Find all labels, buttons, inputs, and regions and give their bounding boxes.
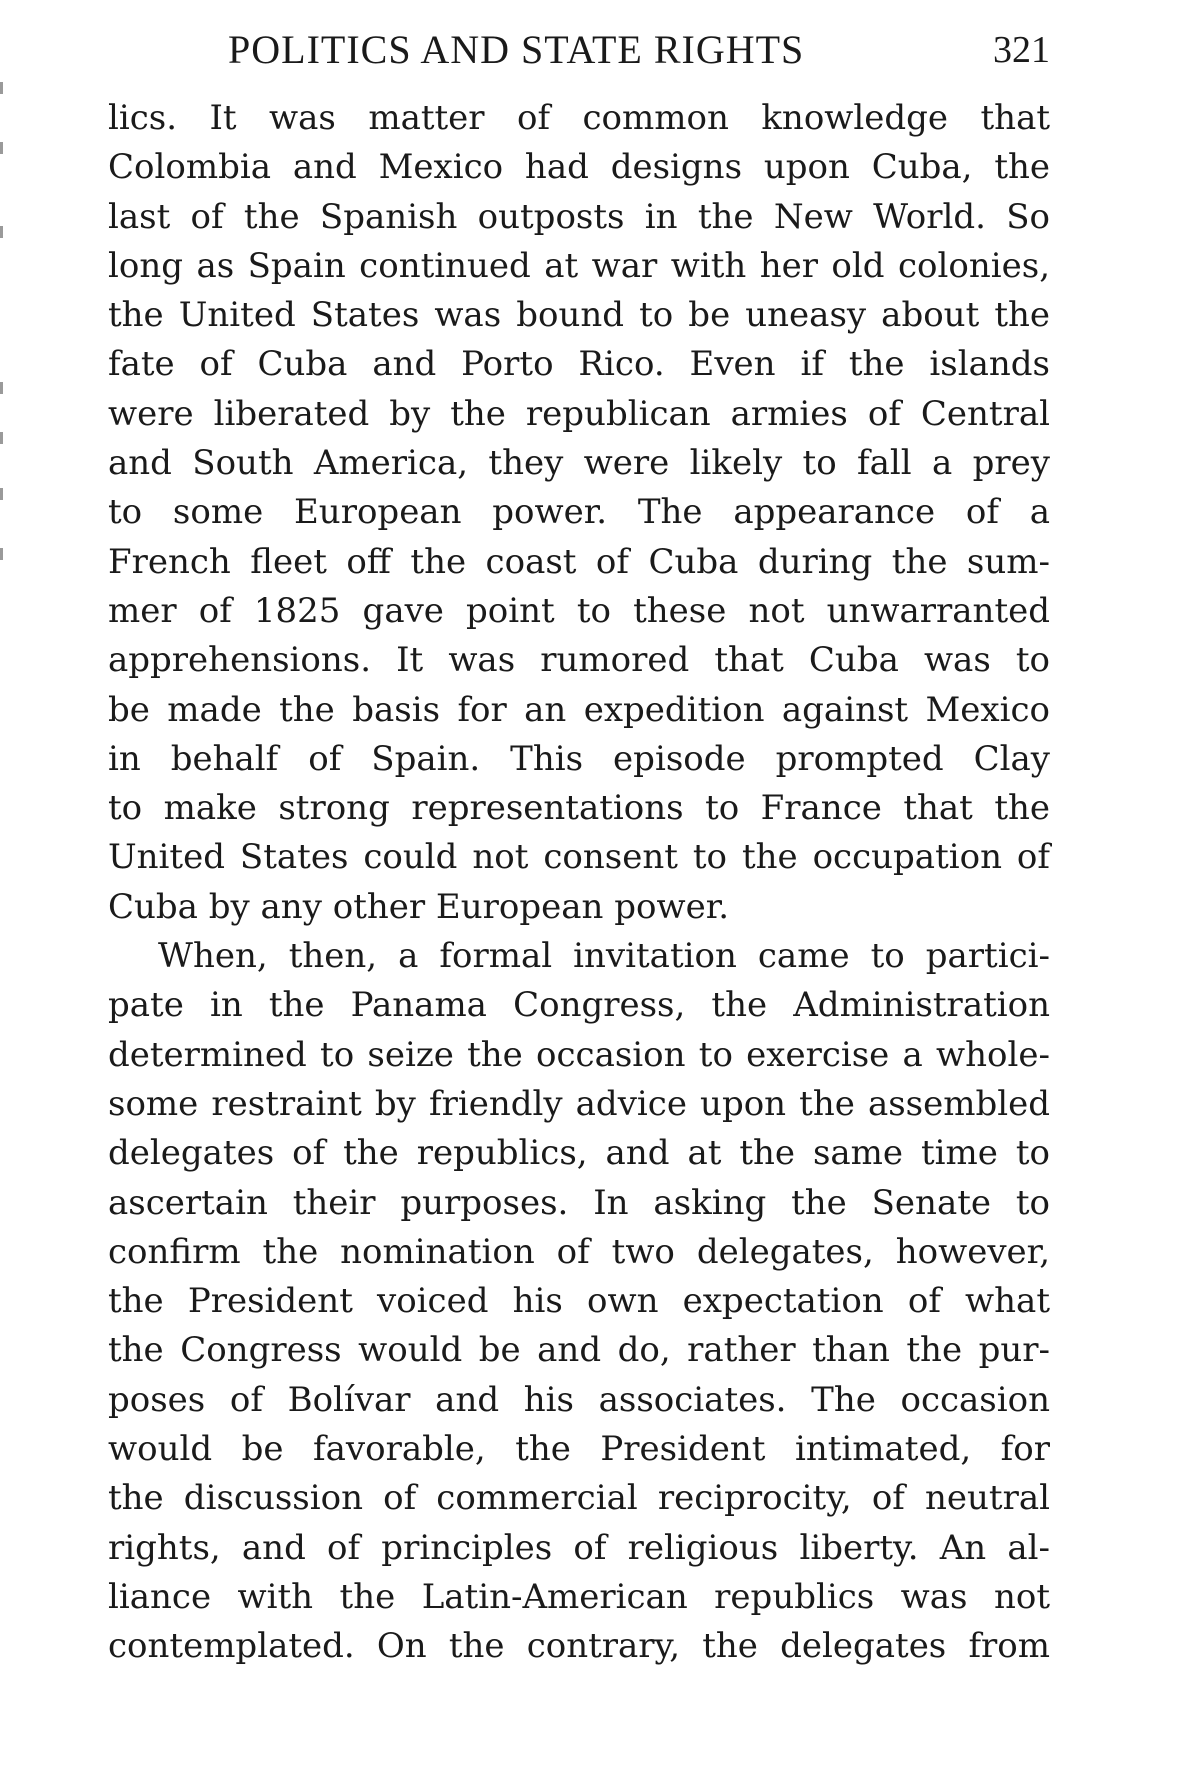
scan-speck: [0, 382, 3, 394]
text-line: Colombia and Mexico had designs upon Cuba, the: [108, 147, 1050, 188]
text-line: lics. It was matter of common knowledge that: [108, 98, 1050, 138]
running-head: [108, 22, 1050, 78]
text-line: pate in the Panama Congress, the Administration: [108, 985, 1050, 1026]
text-line: ascertain their purposes. In asking the Senate to: [108, 1182, 1050, 1223]
paragraph: [108, 932, 1050, 1671]
text-line: poses of Bolívar and his associates. The occasion: [108, 1379, 1050, 1420]
text-line: the United States was bound to be uneasy about the: [108, 295, 1050, 336]
text-line: the Congress would be and do, rather than the pur-: [108, 1330, 1050, 1371]
text-line: determined to seize the occasion to exercise a whole-: [108, 1034, 1050, 1075]
text-line: liance with the Latin-American republics was not: [108, 1576, 1050, 1617]
text-line: were liberated by the republican armies of Central: [108, 393, 1050, 434]
text-line: apprehensions. It was rumored that Cuba was to: [108, 640, 1050, 681]
text-line: long as Spain continued at war with her old colonies,: [108, 245, 1050, 286]
scan-speck: [0, 226, 3, 238]
scan-speck: [0, 432, 3, 444]
text-line: the discussion of commercial reciprocity, of neutral: [108, 1478, 1050, 1519]
paragraph: [108, 94, 1050, 932]
scan-speck: [0, 548, 3, 560]
text-line: would be favorable, the President intimated, for: [108, 1429, 1050, 1470]
text-line: some restraint by friendly advice upon the assembled: [108, 1083, 1050, 1124]
text-line: be made the basis for an expedition against Mexico: [108, 689, 1050, 730]
text-line: in behalf of Spain. This episode prompted Clay: [108, 738, 1050, 779]
scan-speck: [0, 488, 3, 500]
text-line: and South America, they were likely to fall a prey: [108, 443, 1050, 484]
text-line: delegates of the republics, and at the same time to: [108, 1133, 1050, 1174]
text-line: When, then, a formal invitation came to partici-: [158, 936, 1050, 977]
text-line: fate of Cuba and Porto Rico. Even if the islands: [108, 344, 1050, 385]
scan-speck: [0, 142, 3, 154]
text-line: contemplated. On the contrary, the delegates from: [108, 1626, 1050, 1667]
text-line: confirm the nomination of two delegates, however,: [108, 1231, 1050, 1272]
text-line: Cuba by any other European power.: [108, 886, 730, 927]
text-line: to some European power. The appearance of a: [108, 492, 1050, 533]
text-line: to make strong representations to France that the: [108, 788, 1050, 829]
text-line: rights, and of principles of religious liberty. An al-: [108, 1527, 1050, 1568]
text-line: French fleet off the coast of Cuba during the sum-: [108, 541, 1050, 582]
running-title: POLITICS AND STATE RIGHTS: [228, 27, 805, 72]
text-line: last of the Spanish outposts in the New World. So: [108, 196, 1050, 237]
scan-edge-marks: [0, 0, 8, 1781]
text-line: the President voiced his own expectation of what: [108, 1281, 1050, 1322]
page-number: 321: [993, 29, 1050, 71]
text-line: mer of 1825 gave point to these not unwarranted: [108, 590, 1050, 631]
text-line: United States could not consent to the occupation of: [108, 837, 1050, 878]
body-text: [108, 94, 1050, 1672]
scan-speck: [0, 82, 3, 94]
